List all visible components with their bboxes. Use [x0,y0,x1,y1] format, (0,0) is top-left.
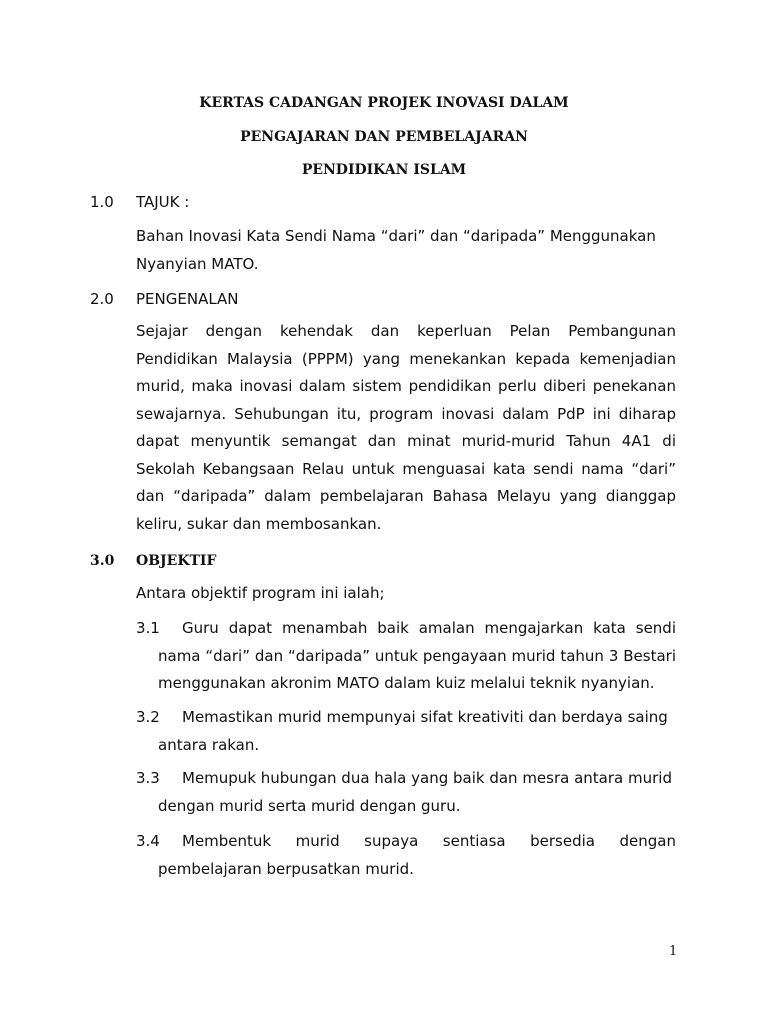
objective-item [136,704,676,759]
objective-first-line: Memastikan murid mempunyai sifat kreativiti dan berdaya saing [182,708,668,726]
objective-item [136,765,676,820]
objective-rest: antara rakan. [158,735,260,754]
section-2-number: 2.0 [90,290,114,308]
title-line-3: PENDIDIKAN ISLAM [301,162,467,178]
title-line-1: KERTAS CADANGAN PROJEK INOVASI DALAM [199,95,569,111]
objective-number: 3.4 [136,832,160,850]
objective-rest: pembelajaran berpusatkan murid. [158,859,414,878]
section-2-heading: PENGENALAN [136,290,239,308]
objective-first-line: Memupuk hubungan dua hala yang baik dan mesra antara murid [182,769,672,787]
objective-number: 3.3 [136,769,160,787]
objective-rest: nama “dari” dan “daripada” untuk pengayaan murid tahun 3 Bestari menggunakan akronim MATO dalam kuiz melalui teknik nyanyian. [158,646,676,692]
objective-first-line: Guru dapat menambah baik amalan mengajarkan kata sendi [182,619,676,637]
objective-number: 3.2 [136,708,160,726]
section-1-heading: TAJUK : [136,193,190,211]
section-3-number: 3.0 [90,553,115,569]
section-1-body [136,223,676,278]
page-number: 1 [669,944,678,959]
objective-item [136,615,676,698]
section-3-intro: Antara objektif program ini ialah; [136,584,385,602]
section-1-line-2: Nyanyian MATO. [136,254,259,273]
objective-number: 3.1 [136,619,160,637]
section-1-line-1: Bahan Inovasi Kata Sendi Nama “dari” dan “daripada” Menggunakan [136,227,656,245]
objective-first-line: Membentuk murid supaya sentiasa bersedia dengan [182,832,676,850]
section-2-body: Sejajar dengan kehendak dan keperluan Pelan Pembangunan Pendidikan Malaysia (PPPM) yang menekankan kepada kemenjadian murid, maka inovasi dalam sistem pendidikan perlu diberi penekanan sewajarnya. Sehubungan itu, program inovasi dalam PdP ini diharap dapat menyuntik semangat dan minat murid-murid Tahun 4A1 di Sekolah Kebangsaan Relau untuk menguasai kata sendi nama “dari” dan “daripada” dalam pembelajaran Bahasa Melayu yang dianggap keliru, sukar dan membosankan. [136,322,676,533]
objective-rest: dengan murid serta murid dengan guru. [158,796,461,815]
section-3-heading: OBJEKTIF [136,553,217,569]
section-1-number: 1.0 [90,193,114,211]
objective-item [136,828,676,883]
title-line-2: PENGAJARAN DAN PEMBELAJARAN [240,129,528,145]
